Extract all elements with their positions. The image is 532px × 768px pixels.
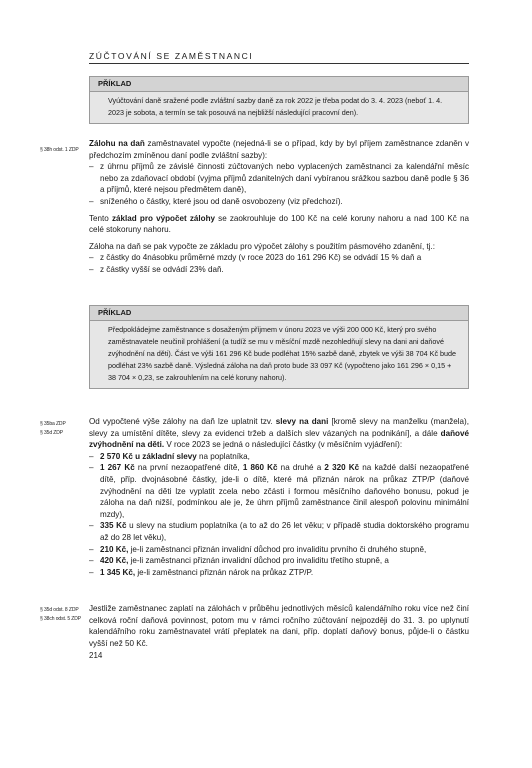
example-box-title: PŘÍKLAD: [90, 306, 468, 321]
paragraph: Záloha na daň se pak vypočte ze základu pro výpočet zálohy s použitím pásmového zdanění, tj.:: [89, 241, 435, 251]
list-item: – sníženého o částky, které jsou od daně osvobozeny (viz předchozí).: [89, 196, 343, 206]
paragraph: Jestliže zaměstnanec zaplatí na zálohách v průběhu jednotlivých měsíců kalendářního roku více než činí celková roční daňová povinnost, potom mu v rámci ročního zúčtování nejpozději do 31. 3. po uplynutí kalendářního roku zaměstnavatel vrátí přeplatek na dani, příp. doplatí daňový bonus, půjde-li o částku vyšší než 50 Kč.: [89, 604, 469, 648]
margin-note: § 35d ZDP: [40, 430, 64, 436]
margin-note: § 38h odst. 1 ZDP: [40, 147, 79, 153]
example-box-text: Vyúčtování daně sražené podle zvláštní sazby daně za rok 2022 je třeba podat do 3. 4. 2023 (neboť 1. 4. 2023 je sobota, a termín se tak posouvá na nejbližší následující pracovní den).: [108, 96, 443, 117]
example-box-title: PŘÍKLAD: [90, 77, 468, 92]
list-item: – 2 570 Kč u základní slevy na poplatníka,: [89, 451, 250, 461]
section-annual-settlement: [89, 603, 469, 649]
list-item: – 1 267 Kč na první nezaopatřené dítě, 1 860 Kč na druhé a 2 320 Kč na každé další nezaopatřené dítě, příp. dvojnásobné částky, jde-li o dítě, které má přiznán nárok na průkaz ZTP/P (daňové zvýhodnění na děti lze vyplatit zcela nebo zčásti i formou měsíčního daňového bonusu, pokud je záloha na daň nižší, podmínkou ale je, že úhrn příjmů zaměstnance činil alespoň polovinu minimální mzdy),: [89, 463, 469, 519]
list-item: – z částky do 4násobku průměrné mzdy (v roce 2023 do 161 296 Kč) se odvádí 15 % daň a: [89, 253, 422, 263]
section-tax-credits: [89, 416, 469, 578]
bullet-list: [89, 252, 469, 275]
paragraph: Zálohu na daň zaměstnavatel vypočte (nejedná-li se o případ, kdy by byl příjem zaměstnance zdaněn v předchozím zmíněnou daní podle zvláštní sazby):: [89, 139, 470, 160]
list-item: – z úhrnu příjmů ze závislé činnosti zúčtovaných nebo vyplacených zaměstnanci za kalendářní měsíc nebo za zdaňovací období (vyjma příjmů zdanitelných daní vybíranou srážkou sazbou daně podle § 36 a příjmů, které nejsou předmětem daně),: [89, 162, 469, 195]
paragraph: Tento základ pro výpočet zálohy se zaokrouhluje do 100 Kč na celé koruny nahoru a nad 100 Kč na celé stokoruny nahoru.: [89, 213, 469, 235]
bullet-list: [89, 451, 469, 579]
paragraph: Od vypočtené výše zálohy na daň lze uplatnit tzv. slevy na dani [kromě slevy na manželku (manžela), slevy za umístění dítěte, slevy za evidenci tržeb a dalších slev vázaných na podnikání], a dále daňové zvýhodnění na děti. V roce 2023 se jedná o následující částky (v měsíčním vyjádření):: [89, 417, 469, 450]
bullet-list: [89, 161, 469, 207]
list-item: – 1 345 Kč, je-li zaměstnanci přiznán nárok na průkaz ZTP/P.: [89, 567, 314, 577]
example-box-1: [89, 76, 469, 124]
list-item: – 335 Kč u slevy na studium poplatníka (a to až do 26 let věku; v případě studia doktorského programu až do 28 let věku),: [89, 521, 469, 542]
list-item: – z částky vyšší se odvádí 23% daň.: [89, 264, 224, 274]
running-header: ZÚČTOVÁNÍ SE ZAMĚSTNANCI: [89, 51, 254, 61]
margin-note: § 35d odst. 8 ZDP: [40, 607, 79, 613]
header-rule: [89, 63, 469, 64]
margin-note: § 38ch odst. 5 ZDP: [40, 616, 82, 622]
example-box-2: [89, 305, 469, 389]
margin-note: § 35ba ZDP: [40, 421, 66, 427]
section-advance-tax: [89, 138, 469, 276]
list-item: – 210 Kč, je-li zaměstnanci přiznán invalidní důchod pro invaliditu prvního či druhého stupně,: [89, 544, 427, 554]
page-number: 214: [89, 651, 103, 660]
list-item: – 420 Kč, je-li zaměstnanci přiznán invalidní důchod pro invaliditu třetího stupně, a: [89, 556, 389, 566]
example-box-text: Předpokládejme zaměstnance s dosaženým příjmem v únoru 2023 ve výši 200 000 Kč, který pro svého zaměstnavatele neučinil prohlášení (a tudíž se mu v měsíční mzdě nezohledňují slevy na dani ani daňové zvýhodnění na děti). Část ve výši 161 296 Kč bude podléhat 15% sazbě daně, zbytek ve výši 38 704 Kč bude podléhat 23% sazbě daně. Výsledná záloha na daň proto bude 33 097 Kč (vypočteno jako 161 296 × 0,15 + 38 704 × 0,23, se zakrouhlením na celé koruny nahoru).: [108, 325, 457, 382]
